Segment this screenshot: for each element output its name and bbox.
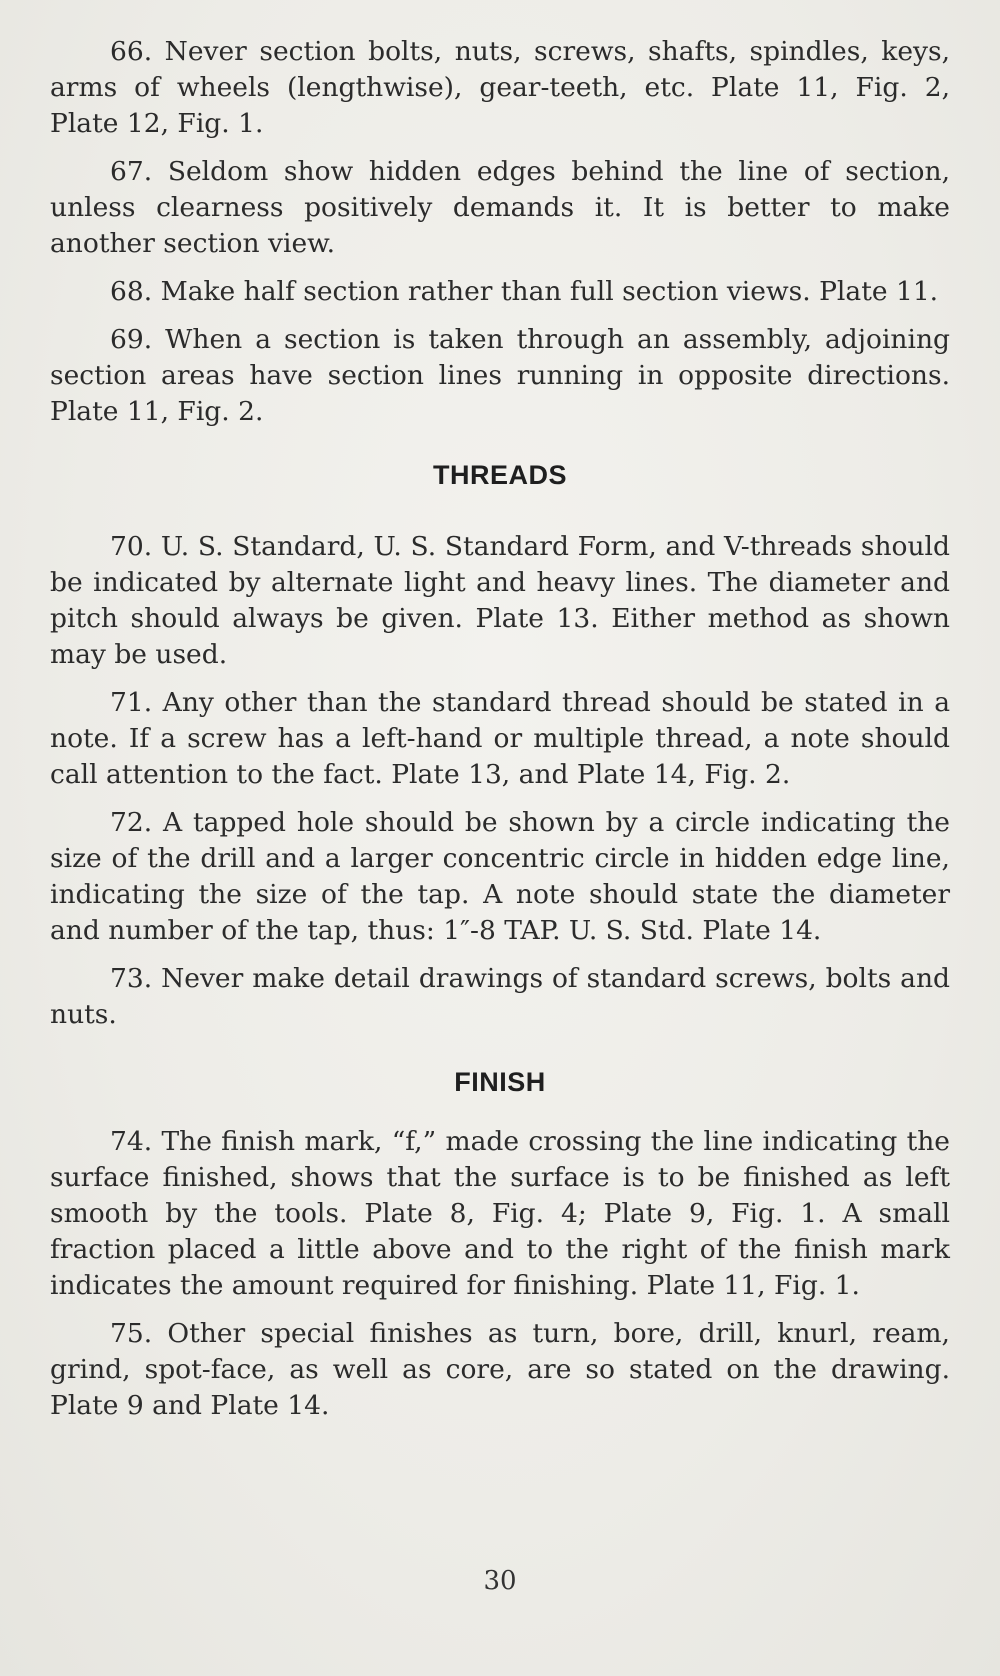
section-heading-finish: FINISH xyxy=(454,1067,546,1097)
page-number: 30 xyxy=(483,1566,517,1596)
paragraph-67: 67. Seldom show hidden edges behind the line of section, unless clearness positively demands it. It is better to make another section view. xyxy=(50,156,950,259)
paragraph-74: 74. The finish mark, “f,” made crossing the line indicating the surface finished, shows that the surface is to be finished as left smooth by the tools. Plate 8, Fig. 4; Plate 9, Fig. 1. A small fraction placed a little above and to the right of the finish mark indicates the amount required for finishing. Plate 11, Fig. 1. xyxy=(50,1126,950,1301)
page-body xyxy=(50,34,950,1436)
paragraph-71: 71. Any other than the standard thread should be stated in a note. If a screw has a left-hand or multiple thread, a note should call attention to the fact. Plate 13, and Plate 14, Fig. 2. xyxy=(50,687,950,790)
paragraph-73: 73. Never make detail drawings of standard screws, bolts and nuts. xyxy=(50,963,950,1030)
section-heading-threads: THREADS xyxy=(432,460,567,490)
paragraph-68: 68. Make half section rather than full section views. Plate 11. xyxy=(110,276,939,307)
paragraph-69: 69. When a section is taken through an assembly, adjoining section areas have section lines running in opposite directions. Plate 11, Fig. 2. xyxy=(50,324,950,427)
paragraph-66: 66. Never section bolts, nuts, screws, shafts, spindles, keys, arms of wheels (lengthwise), gear-teeth, etc. Plate 11, Fig. 2, Plate 12, Fig. 1. xyxy=(50,36,950,139)
paragraph-70: 70. U. S. Standard, U. S. Standard Form, and V-threads should be indicated by alternate light and heavy lines. The diameter and pitch should always be given. Plate 13. Either method as shown may be used. xyxy=(50,531,950,670)
paragraph-72: 72. A tapped hole should be shown by a circle indicating the size of the drill and a larger concentric circle in hidden edge line, indicating the size of the tap. A note should state the diameter and number of the tap, thus: 1″-8 TAP. U. S. Std. Plate 14. xyxy=(50,807,950,946)
paragraph-75: 75. Other special finishes as turn, bore, drill, knurl, ream, grind, spot-face, as well as core, are so stated on the drawing. Plate 9 and Plate 14. xyxy=(50,1318,950,1421)
